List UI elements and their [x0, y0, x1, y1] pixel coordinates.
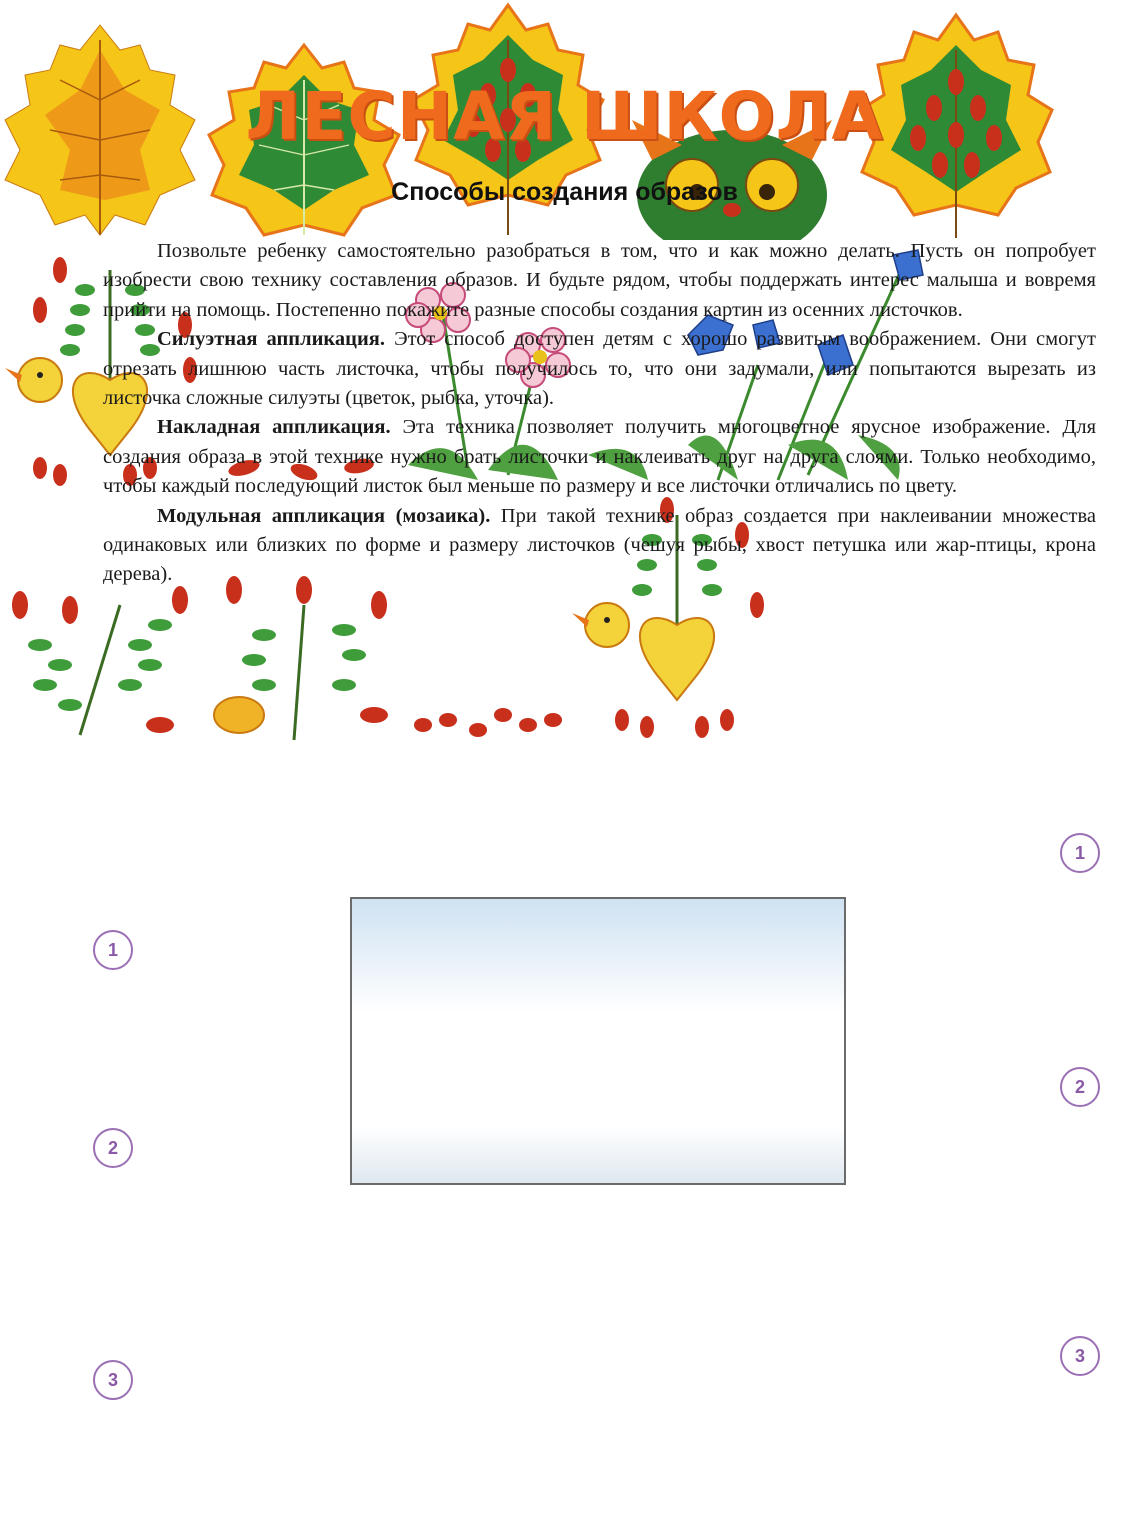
badge-right-1: 1	[1060, 833, 1100, 873]
section-subtitle: Способы создания образов	[391, 178, 738, 206]
text-modular: При такой технике образ создается при наклеивании множества одинаковых или близких по форме и размеру листочков (чешуя рыбы, хвост петушка или жар-птицы, крона дерева).	[103, 504, 1096, 586]
paragraph-silhouette	[103, 325, 1096, 413]
badge-right-3: 3	[1060, 1336, 1100, 1376]
badge-left-1: 1	[93, 930, 133, 970]
branch-illustration-1	[0, 585, 200, 745]
badge-left-2: 2	[93, 1128, 133, 1168]
text-silhouette: Этот способ доступен детям с хорошо развитым воображением. Они смогут отрезать лишнюю часть листочка, чтобы получилось то, что они задумали, или попытаются вырезать из листочка сложные силуэты (цветок, рыбка, уточка).	[103, 328, 1096, 410]
berries-illustration	[408, 695, 568, 745]
paragraph-overlay	[103, 413, 1096, 501]
text-overlay: Эта техника позволяет получить многоцветное ярусное изображение. Для создания образа в этой технике нужно брать листочки и наклеивать друг на друга слоями. Только необходимо, чтобы каждый последующий листок был меньше по размеру и все листочки отличались по цвету.	[103, 416, 1096, 498]
article-body	[103, 237, 1096, 590]
term-overlay: Накладная аппликация.	[157, 416, 391, 439]
term-silhouette: Силуэтная аппликация.	[157, 328, 386, 351]
picture-frame	[350, 897, 846, 1185]
branch-illustration-2	[204, 575, 404, 745]
badge-left-3: 3	[93, 1360, 133, 1400]
term-modular: Модульная аппликация (мозаика).	[157, 504, 491, 527]
page-title: ЛЕСНАЯ ШКОЛА	[245, 78, 884, 155]
paragraph-modular	[103, 502, 1096, 590]
badge-right-2: 2	[1060, 1067, 1100, 1107]
paragraph-intro: Позвольте ребенку самостоятельно разобраться в том, что и как можно делать. Пусть он попробует изобрести свою технику составления образов. И будьте рядом, чтобы поддержать интерес малыша и вовремя прийти на помощь. Постепенно покажите разные способы создания картин из осенних листочков.	[103, 240, 1096, 321]
